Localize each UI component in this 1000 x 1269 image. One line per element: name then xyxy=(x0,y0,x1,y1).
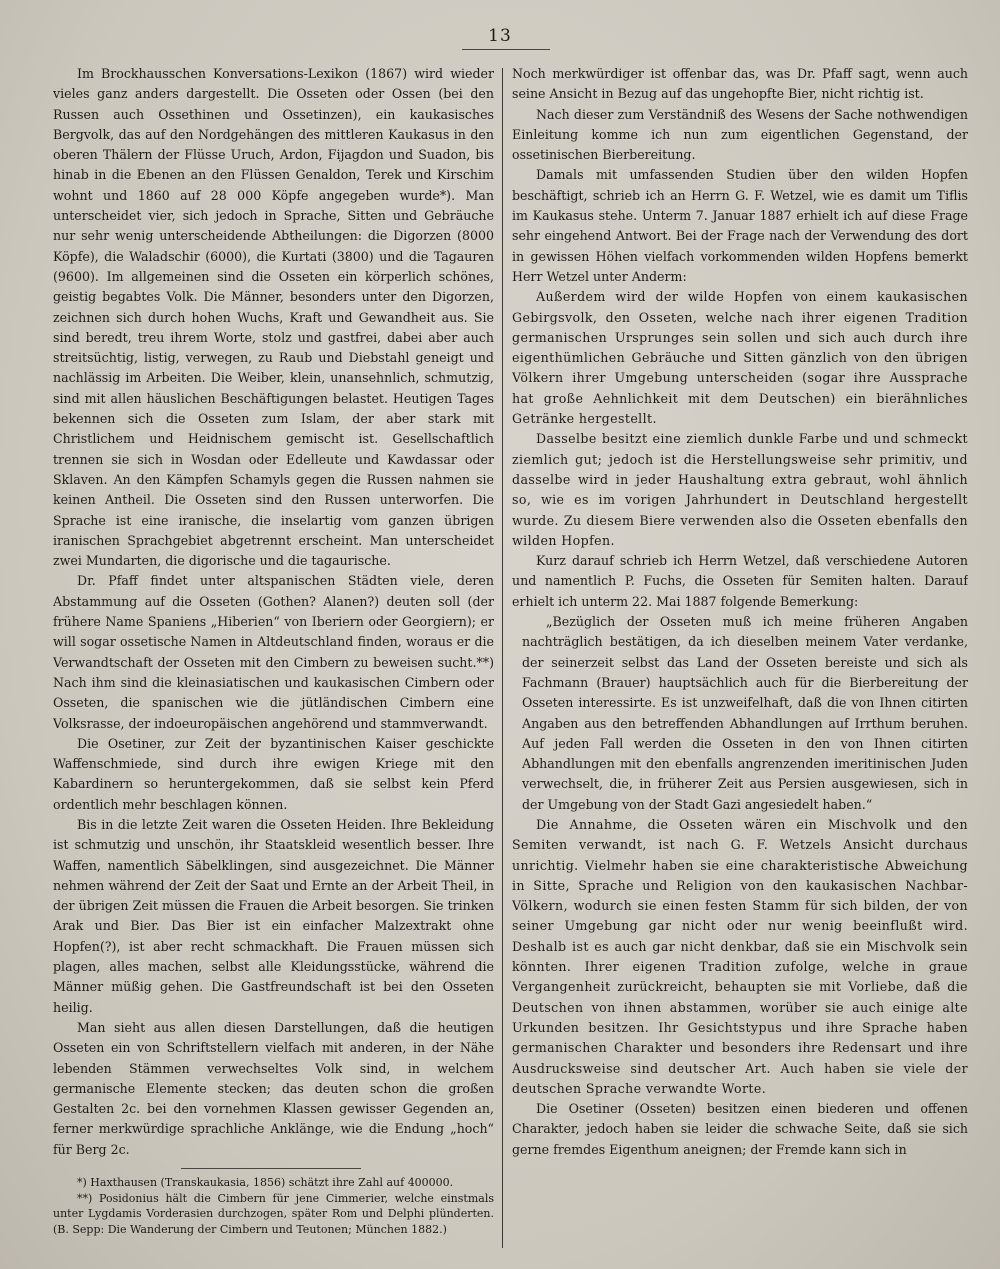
page-number: 13 xyxy=(488,26,512,46)
left-paragraph-4: Bis in die letzte Zeit waren die Osseten Heiden. Ihre Bekleidung ist schmutzig und unschön, ihr Staatskleid wesentlich besser. Ihre Waffen, namentlich Säbelklingen, sind ausgezeichnet. Die Männer nehmen während der Zeit der Saat und Ernte an der Arbeit Theil, in der übrigen Zeit müssen die Frauen die Arbeit besorgen. Sie trinken Arak und Bier. Das Bier ist ein einfacher Malzextrakt ohne Hopfen(?), ist aber recht schmackhaft. Die Frauen müssen sich plagen, alles machen, selbst alle Kleidungsstücke, während die Männer müßig gehen. Die Gastfreundschaft ist bei den Osseten heilig. xyxy=(53,816,494,1015)
left-column xyxy=(53,64,494,1250)
left-paragraph-2: Dr. Pfaff findet unter altspanischen Städten viele, deren Abstammung auf die Osseten (Gothen? Alanen?) deuten soll (der frühere Name Spaniens „Hiberien“ von Iberiern oder Georgiern); er will sogar ossetische Namen in Altdeutschland finden, woraus er die Verwandtschaft der Osseten mit den Cimbern zu beweisen sucht.**) Nach ihm sind die kleinasiatischen und kaukasischen Cimbern oder Osseten, die spanischen wie die jütländischen Cimbern eine Volksrasse, der indoeuropäischen angehörend und stammverwandt. xyxy=(53,573,494,731)
right-paragraph-6: Kurz darauf schrieb ich Herrn Wetzel, daß verschiedene Autoren und namentlich P. Fuchs, die Osseten für Semiten halten. Darauf erhielt ich unterm 22. Mai 1887 folgende Bemerkung: xyxy=(512,553,968,609)
footnote-rule xyxy=(181,1168,361,1169)
right-paragraph-2: Nach dieser zum Verständniß des Wesens der Sache nothwendigen Einleitung komme ich nun zum eigentlichen Gegenstand, der ossetinischen Bierbereitung. xyxy=(512,106,968,163)
right-paragraph-3: Damals mit umfassenden Studien über den wilden Hopfen beschäftigt, schrieb ich an Herrn G. F. Wetzel, wie es damit um Tiflis im Kaukasus stehe. Unterm 7. Januar 1887 erhielt ich auf diese Frage sehr eingehend Antwort. Bei der Frage nach der Verwendung des dort in gewissen Höhen vielfach vorkommenden wilden Hopfens bemerkt Herr Wetzel unter Anderm: xyxy=(512,167,968,284)
right-paragraph-5: Dasselbe besitzt eine ziemlich dunkle Farbe und und schmeckt ziemlich gut; jedoch ist die Herstellungsweise sehr primitiv, und dasselbe wird in jeder Haushaltung extra gebraut, wohl ähnlich so, wie es im vorigen Jahrhundert in Deutschland hergestellt wurde. Zu diesem Biere verwenden also die Osseten ebenfalls den wilden Hopfen. xyxy=(512,431,968,548)
right-paragraph-1: Noch merkwürdiger ist offenbar das, was Dr. Pfaff sagt, wenn auch seine Ansicht in Bezug auf das ungehopfte Bier, nicht richtig ist. xyxy=(512,66,968,102)
header-rule xyxy=(462,49,550,50)
left-paragraph-5: Man sieht aus allen diesen Darstellungen, daß die heutigen Osseten ein von Schriftstellern vielfach mit anderen, in der Nähe lebenden Stämmen verwechseltes Volk sind, in welchem germanische Elemente stecken; das deuten schon die großen Gestalten 2c. bei den vornehmen Klassen gewisser Gegenden an, ferner merkwürdige sprachliche Anklänge, wie die Endung „hoch“ für Berg 2c. xyxy=(53,1019,494,1157)
right-paragraph-7-quote: „Bezüglich der Osseten muß ich meine früheren Angaben nachträglich bestätigen, da ich dieselben meinem Vater verdanke, der seinerzeit selbst das Land der Osseten bereiste und sich als Fachmann (Brauer) hauptsächlich auch für die Bierbereitung der Osseten interessirte. Es ist unzweifelhaft, daß die von Ihnen citirten Angaben aus den betreffenden Abhandlungen auf Irrthum beruhen. Auf jeden Fall werden die Osseten in den von Ihnen citirten Abhandlungen mit den ebenfalls angrenzenden imeritinischen Juden verwechselt, die, in früherer Zeit aus Persien ausgewiesen, sich in der Umgebung von der Stadt Gazi angesiedelt haben.“ xyxy=(522,614,968,812)
right-paragraph-9: Die Osetiner (Osseten) besitzen einen biederen und offenen Charakter, jedoch haben sie leider die schwache Seite, daß sie sich gerne fremdes Eigenthum aneignen; der Fremde kann sich in xyxy=(512,1101,968,1157)
column-divider xyxy=(502,68,503,1248)
left-paragraph-1: Im Brockhausschen Konversations-Lexikon (1867) wird wieder vieles ganz anders dargestellt. Die Osseten oder Ossen (bei den Russen auch Ossethinen und Ossetinzen), ein kaukasisches Bergvolk, das auf den Nordgehängen des mittleren Kaukasus in den oberen Thälern der Flüsse Uruch, Ardon, Fijagdon und Suadon, bis hinab in die Ebenen an den Flüssen Genaldon, Terek und Kirschim wohnt und 1860 auf 28 000 Köpfe angegeben wurde*). Man unterscheidet vier, sich jedoch in Sprache, Sitten und Gebräuche nur sehr wenig unterscheidende Abtheilungen: die Digorzen (8000 Köpfe), die Waladschir (6000), die Kurtati (3800) und die Tagauren (9600). Im allgemeinen sind die Osseten ein körperlich schönes, geistig begabtes Volk. Die Männer, besonders unter den Digorzen, zeichnen sich durch hohen Wuchs, Kraft und Gewandheit aus. Sie sind beredt, treu ihrem Worte, stolz und gastfrei, dabei aber auch streitsüchtig, listig, verwegen, zu Raub und Diebstahl geneigt und nachlässig im Arbeiten. Die Weiber, klein, unansehnlich, schmutzig, sind mit allen häuslichen Beschäftigungen belastet. Heutigen Tages bekennen sich die Osseten zum Islam, der aber stark mit Christlichem und Heidnischem gemischt ist. Gesellschaftlich trennen sie sich in Wosdan oder Edelleute und Kawdassar oder Sklaven. An den Kämpfen Schamyls gegen die Russen nahmen sie keinen Antheil. Die Osseten sind den Russen unterworfen. Die Sprache ist eine iranische, die inselartig vom ganzen übrigen iranischen Sprachgebiet abgetrennt erscheint. Man unterscheidet zwei Mundarten, die digorische und die tagaurische. xyxy=(53,66,494,569)
left-paragraph-3: Die Osetiner, zur Zeit der byzantinischen Kaiser geschickte Waffenschmiede, sind durch ihre ewigen Kriege mit den Kabardinern so heruntergekommen, daß sie selbst kein Pferd ordentlich mehr beschlagen können. xyxy=(53,735,494,812)
footnote-1: *) Haxthausen (Transkaukasia, 1856) schätzt ihre Zahl auf 400000. xyxy=(77,1176,454,1190)
right-paragraph-8: Die Annahme, die Osseten wären ein Mischvolk und den Semiten verwandt, ist nach G. F. Wetzels Ansicht durchaus unrichtig. Vielmehr haben sie eine charakteristische Abweichung in Sitte, Sprache und Religion von den kaukasischen Nachbar-Völkern, wodurch sie einen festen Stamm für sich bilden, der von seiner Umgebung gar nicht oder nur wenig beeinflußt wird. Deshalb ist es auch gar nicht denkbar, daß sie ein Mischvolk sein könnten. Ihrer eigenen Tradition zufolge, welche in graue Vergangenheit zurückreicht, behaupten sie mit Vorliebe, daß die Deutschen von ihnen abstammen, worüber sie auch einige alte Urkunden besitzen. Ihr Gesichtstypus und ihre Sprache haben germanischen Charakter und besonders ihre Redensart und ihre Ausdrucksweise sind deutscher Art. Auch haben sie viele der deutschen Sprache verwandte Worte. xyxy=(512,816,968,1096)
footnote-2: **) Posidonius hält die Cimbern für jene Cimmerier, welche einstmals unter Lygdamis Vorderasien durchzogen, später Rom und Delphi plünderten. (B. Sepp: Die Wanderung der Cimbern und Teutonen; München 1882.) xyxy=(53,1191,494,1236)
right-paragraph-4: Außerdem wird der wilde Hopfen von einem kaukasischen Gebirgsvolk, den Osseten, welche nach ihrer eigenen Tradition germanischen Ursprunges sein sollen und sich auch durch ihre eigenthümlichen Gebräuche und Sitten gänzlich von den übrigen Völkern ihrer Umgebung unterscheiden (sogar ihre Aussprache hat große Aehnlichkeit mit dem Deutschen) ein bierähnliches Getränke hergestellt. xyxy=(512,289,968,427)
right-column xyxy=(512,64,968,1250)
